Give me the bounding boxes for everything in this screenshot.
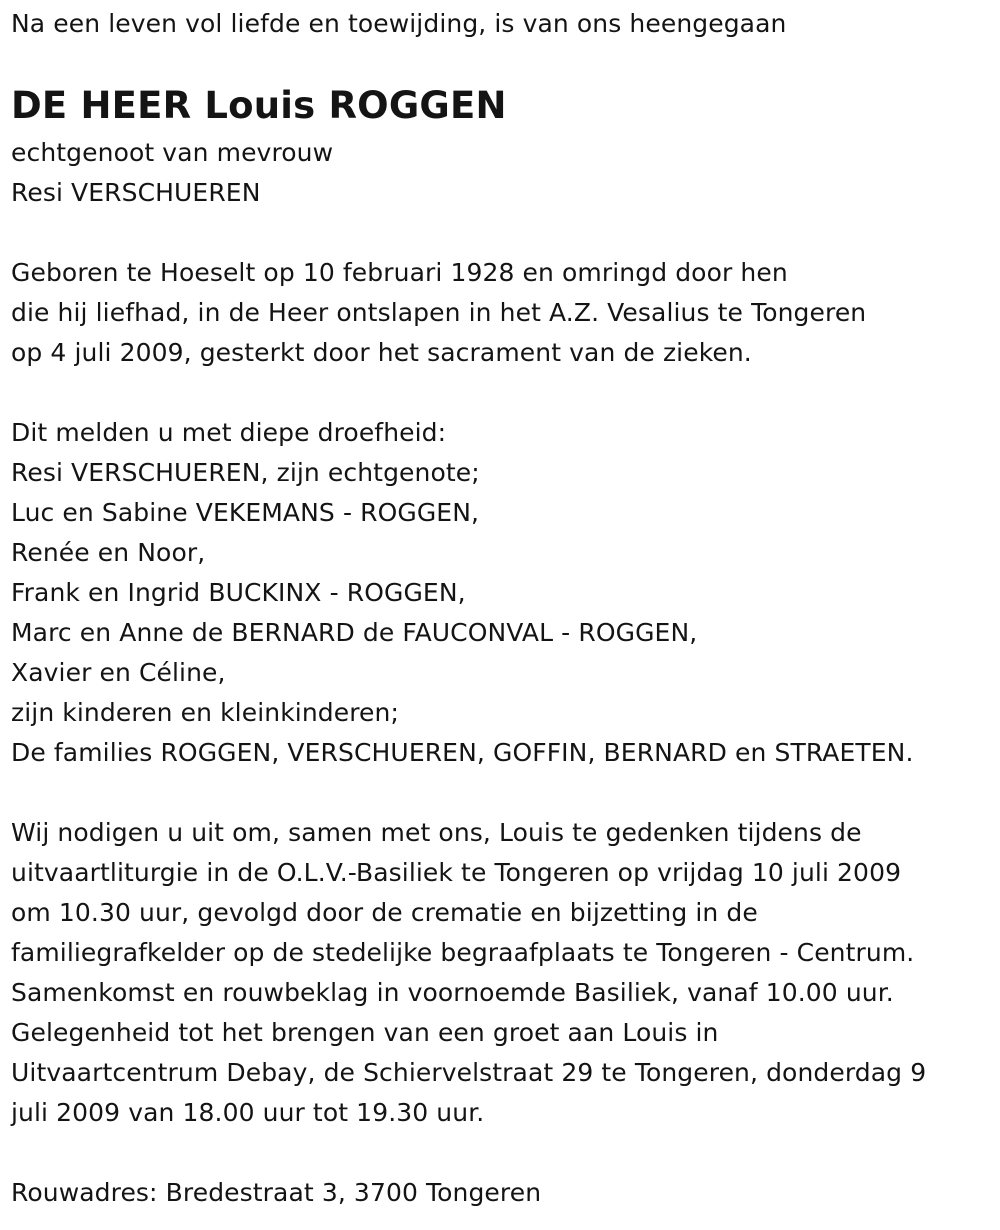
- invitation-line: juli 2009 van 18.00 uur tot 19.30 uur.: [11, 1098, 485, 1127]
- birth-death-line: Geboren te Hoeselt op 10 februari 1928 en omringd door hen: [11, 258, 788, 287]
- deceased-name-heading: DE HEER Louis ROGGEN: [11, 84, 507, 127]
- family-line: De families ROGGEN, VERSCHUEREN, GOFFIN, BERNARD en STRAETEN.: [11, 738, 914, 767]
- intro-text: Na een leven vol liefde en toewijding, is van ons heengegaan: [11, 9, 787, 38]
- family-line: Dit melden u met diepe droefheid:: [11, 418, 447, 447]
- birth-death-block: [11, 253, 866, 373]
- invitation-line: familiegrafkelder op de stedelijke begraafplaats te Tongeren - Centrum.: [11, 938, 915, 967]
- family-line: Resi VERSCHUEREN, zijn echtgenote;: [11, 458, 480, 487]
- invitation-line: Uitvaartcentrum Debay, de Schiervelstraat 29 te Tongeren, donderdag 9: [11, 1058, 927, 1087]
- invitation-line: uitvaartliturgie in de O.L.V.-Basiliek te Tongeren op vrijdag 10 juli 2009: [11, 858, 902, 887]
- invitation-line: Wij nodigen u uit om, samen met ons, Louis te gedenken tijdens de: [11, 818, 862, 847]
- family-line: Luc en Sabine VEKEMANS - ROGGEN,: [11, 498, 480, 527]
- family-line: Frank en Ingrid BUCKINX - ROGGEN,: [11, 578, 466, 607]
- invitation-line: Samenkomst en rouwbeklag in voornoemde Basiliek, vanaf 10.00 uur.: [11, 978, 894, 1007]
- invitation-block: [11, 813, 926, 1133]
- spouse-line: echtgenoot van mevrouw: [11, 138, 334, 167]
- family-line: Marc en Anne de BERNARD de FAUCONVAL - ROGGEN,: [11, 618, 698, 647]
- family-block: [11, 413, 914, 773]
- birth-death-line: die hij liefhad, in de Heer ontslapen in het A.Z. Vesalius te Tongeren: [11, 298, 867, 327]
- birth-death-line: op 4 juli 2009, gesterkt door het sacrament van de zieken.: [11, 338, 752, 367]
- mourning-address: Rouwadres: Bredestraat 3, 3700 Tongeren: [11, 1178, 542, 1207]
- address-block: [11, 1173, 541, 1213]
- invitation-line: Gelegenheid tot het brengen van een groet aan Louis in: [11, 1018, 719, 1047]
- family-line: Renée en Noor,: [11, 538, 206, 567]
- family-line: Xavier en Céline,: [11, 658, 226, 687]
- spouse-block: [11, 133, 333, 213]
- spouse-line: Resi VERSCHUEREN: [11, 178, 261, 207]
- family-line: zijn kinderen en kleinkinderen;: [11, 698, 399, 727]
- invitation-line: om 10.30 uur, gevolgd door de crematie en bijzetting in de: [11, 898, 758, 927]
